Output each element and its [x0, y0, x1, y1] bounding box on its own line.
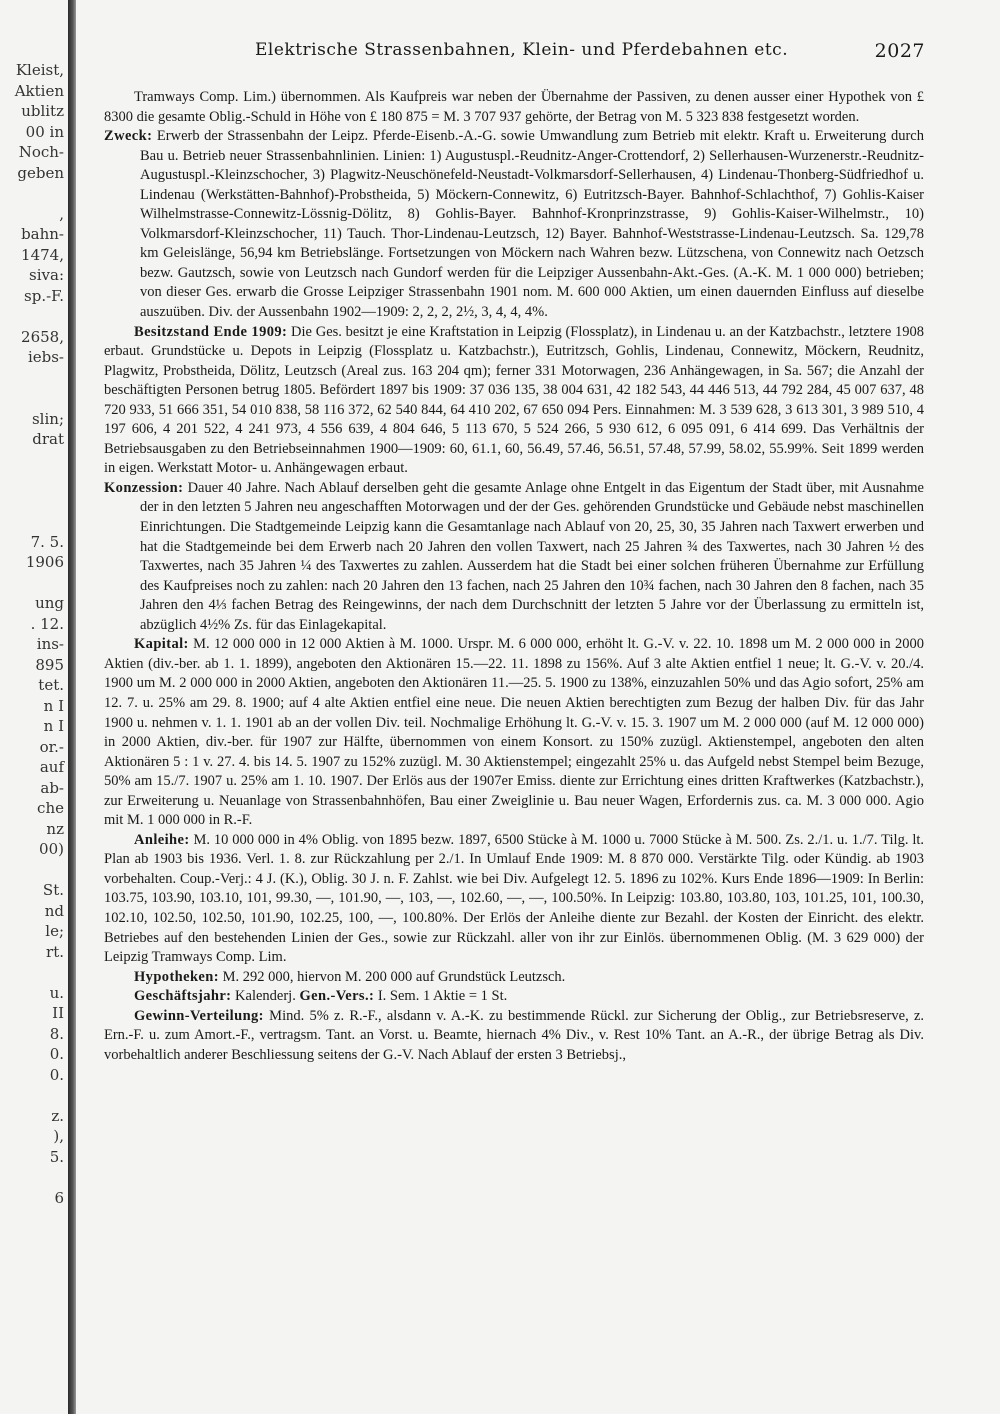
margin-fragment: che [37, 799, 64, 817]
section-gewinn-verteilung: Gewinn-Verteilung: Mind. 5% z. R.-F., alsdann v. A.-K. zu bestimmende Rückl. zur Sicherung der Oblig., zur Betriebsreserve, z. Ern.-F. u. zum Amort.-F., vertragsm. Tant. an Vorst. u. Beamte, hiernach 4% Div., v. Rest 10% Tant. an A.-R., der übrige Betrag als Div. vorbehaltlich anderer Beschliessung seitens der G.-V. Nach Ablauf der ersten 3 Betriebsj., [104, 1007, 925, 1063]
margin-fragment: ung [35, 594, 64, 612]
section-label: Konzession: [104, 479, 184, 496]
margin-fragment: bahn- [21, 225, 64, 243]
section-label: Besitzstand Ende 1909: [134, 323, 288, 340]
margin-fragment [0, 511, 66, 532]
section-anleihe: Anleihe: M. 10 000 000 in 4% Oblig. von 1895 bezw. 1897, 6500 Stücke à M. 1000 u. 7000 Stücke à M. 500. Zs. 2./1. u. 1./7. Tilg. lt. Plan ab 1903 bis 1936. Verl. 1. 8. zur Rückzahlung per 2./1. In Umlauf Ende 1909: M. 8 870 000. Verstärkte Tilg. oder Kündig. ab 1903 vorbehalten. Coup.-Verj.: 4 J. (K.), Oblig. 30 J. n. F. Zahlst. wie bei Div. Aufgelegt 12. 5. 1896 zu 102%. Kurs Ende 1896—1909: In Berlin: 103.75, 103.90, 103.10, 101, 99.30, —, 101.90, —, 103, —, 102.60, —, —, 100.50%. In Leipzig: 103.80, 103.80, 103, 101.25, 101, 100.30, 102.10, 102.50, 102.50, 101.90, 102.25, 100, —, 100.80%. Der Erlös der Anleihe diente zur Bezahl. der Kosten der Einricht. des elektr. Betriebes auf den bestehenden Linien der Ges., sowie zur Rückzahl. aller von ihr zur Einlös. übernommenen Oblig. (M. 3 629 000) der Leipzig Tramways Comp. Lim. [104, 831, 925, 966]
margin-fragment: 1474, [21, 245, 64, 264]
margin-fragment: or.- [39, 737, 64, 756]
margin-fragment: Kleist, [15, 61, 64, 79]
margin-fragment: le; [45, 922, 64, 940]
margin-fragment: Noch- [18, 143, 64, 161]
margin-fragment: II [52, 1004, 64, 1022]
section-label: Anleihe: [134, 831, 190, 848]
margin-fragment: 00) [39, 840, 64, 858]
section-geschaeftsjahr: Geschäftsjahr: Kalenderj. Gen.-Vers.: I. Sem. 1 Aktie = 1 St. [134, 988, 508, 1005]
section-zweck: Zweck: Erwerb der Strassenbahn der Leipz. Pferde-Eisenb.-A.-G. sowie Umwandlung zum Betrieb mit elektr. Kraft u. Erweiterung durch Bau u. Betrieb neuer Strassenbahnlinien. Linien: 1) Augustuspl.-Reudnitz-Anger-Crottendorf, 2) Sellerhausen-Wurzenerstr.-Reudnitz-Augustuspl.-Kleinzschocher, 3) Plagwitz-Neuschönefeld-Neustadt-Volkmarsdorf-Sellerhausen, 4) Lindenau-Thonberg-Südfriedhof u. Lindenau (Werkstätten-Bahnhof)-Probstheida, 5) Möckern-Connewitz, 6) Eutritzsch-Bayer. Bahnhof-Schlachthof, 7) Gohlis-Kaiser Wilhelmstrasse-Connewitz-Lössnig-Dölitz, 8) Gohlis-Bayer. Bahnhof-Kronprinzstrasse, 9) Gohlis-Kaiser-Wilhelmstr., 10) Volkmarsdorf-Kleinzschocher, 11) Tauch. Thor-Lindenau-Leutzsch, 12) Bayer. Bahnhof-Weststrasse-Lindenau-Leutzsch. Sa. 129,78 km Geleislänge, 56,94 km Betriebslänge. Fortsetzungen von Möckern nach Wahren bezw. Lützschena, von Connewitz nach Oetzsch bezw. Gautzsch, sowie von Leutzsch nach Gundorf werden für die Leipziger Aussenbahn-Akt.-Ges. (A.-K. M. 1 000 000) betrieben; von dieser Ges. erwarb die Grosse Leipziger Strassenbahn 1901 nom. M. 600 000 Aktien, um einen dauernden Einfluss auf dieselbe auszuüben. Div. der Aussenbahn 1902—1909: 2, 2, 2, 2½, 3, 4, 4, 4%. [104, 128, 924, 321]
margin-fragment: z. [51, 1106, 64, 1125]
margin-fragment [0, 183, 66, 204]
margin-fragment: 6 [54, 1188, 64, 1207]
margin-fragment: nd [44, 901, 64, 920]
margin-fragment: 5. [49, 1147, 64, 1166]
section-label: Kapital: [134, 636, 189, 653]
margin-fragment: iebs- [27, 348, 64, 366]
section-kapital: Kapital: M. 12 000 000 in 12 000 Aktien à M. 1000. Urspr. M. 6 000 000, erhöht lt. G.-V. v. 22. 10. 1898 um M. 2 000 000 in 2000 Aktien (div.-ber. ab 1. 1. 1899), angeboten den Aktionären 15.—22. 11. 1898 zu 156%. Auf 3 alte Aktien entfiel 1 neue; lt. G.-V. v. 20./4. 1900 um M. 2 000 000 in 2000 Aktien, angeboten den Aktionären 11.—25. 5. 1900 zu 138%, einzuzahlen 50% und das Agio sofort, 25% am 12. 7. u. 25% am 29. 8. 1900; auf 4 alte Aktien entfiel eine neue. Die neuen Aktien berechtigten zum Bezug der halben Div. für das Jahr 1900 u. nehmen v. 1. 1. 1901 ab an der vollen Div. teil. Nochmalige Erhöhung lt. G.-V. v. 15. 3. 1907 um M. 2 000 000 (auf M. 12 000 000) in 2000 Aktien, div.-ber. für 1907 zur Hälfte, übernommen von einem Konsort. zu 150% zuzügl. Aktienstempel, angeboten den alten Aktionären 5 : 1 v. 27. 4. bis 14. 5. 1907 zu 152% zuzügl. M. 30 Aktienstempel; eingezahlt 25% u. das Aufgeld nebst Stempel beim Bezuge, 50% am 15./7. 1907 u. 25% am 1. 10. 1907. Der Erlös aus der 1907er Emiss. diente zur Errichtung eines dritten Kraftwerkes (Katzbachstr.), zur Erweiterung u. Neuanlage von Strassenbahnhöfen, Bau einer Zweiglinie u. Bau neuer Wagen, Erfordernis zus. ca. M. 3 000 000. Agio mit M. 1 000 000 in R.-F. [104, 636, 924, 829]
margin-fragment: ins- [36, 635, 64, 653]
margin-fragment [0, 368, 66, 389]
margin-fragment [0, 1167, 66, 1188]
running-title: Elektrische Strassenbahnen, Klein- und Pferdebahnen etc. [255, 40, 789, 60]
margin-fragment: 0. [49, 1065, 64, 1084]
margin-fragment: u. [49, 983, 64, 1002]
margin-fragment: Aktien [14, 81, 64, 100]
page-body [104, 88, 924, 1065]
margin-fragment: nz [46, 819, 64, 838]
intro-paragraph: Tramways Comp. Lim.) übernommen. Als Kaufpreis war neben der Übernahme der Passiven, zu denen ausser einer Hypothek von £ 8300 die gesamte Oblig.-Schuld in Höhe von £ 180 875 = M. 3 707 937 gehörte, der Betrag von M. 5 323 838 festgesetzt worden. [104, 89, 924, 125]
margin-fragment: ublitz [21, 102, 64, 120]
margin-fragment: 00 in [25, 122, 64, 141]
margin-fragment: sp.-F. [24, 286, 64, 305]
margin-fragment: ab- [40, 778, 64, 797]
section-label: Zweck: [104, 128, 153, 145]
margin-fragment: n I [43, 717, 64, 735]
margin-fragment: 895 [35, 655, 64, 674]
margin-fragment: drat [32, 430, 64, 448]
section-label: Geschäftsjahr: [134, 988, 232, 1005]
margin-fragment: 7. 5. [30, 532, 64, 551]
margin-fragment: ), [53, 1127, 64, 1145]
margin-fragment [0, 860, 66, 881]
margin-fragment: tet. [38, 676, 64, 694]
margin-fragment: St. [42, 881, 64, 899]
section-besitzstand: Besitzstand Ende 1909: Die Ges. besitzt je eine Kraftstation in Leipzig (Flossplatz), in Lindenau u. an der Katzbachstr., letztere 1908 erbaut. Grundstücke u. Depots in Leipzig (Flossplatz u. Katzbachstr.), Eutritzsch, Gohlis, Lindenau, Connewitz, Möckern, Reudnitz, Plagwitz, Probstheida, Dölitz, Leutzsch (Areal zus. 163 204 qm); ferner 331 Motorwagen, 236 Anhängewagen, in Sa. 567; die Anzahl der beschäftigten Personen betrug 1805. Befördert 1897 bis 1909: 37 036 135, 38 004 631, 42 182 543, 44 446 513, 44 792 284, 45 007 637, 48 720 933, 51 666 351, 54 010 838, 58 116 372, 62 540 844, 64 410 202, 67 650 094 Pers. Einnahmen: M. 3 539 628, 3 613 301, 3 989 510, 4 197 606, 4 201 522, 4 241 973, 4 556 639, 4 804 646, 5 113 670, 5 524 266, 5 930 612, 6 095 091, 6 414 699. Das Verhältnis der Betriebsausgaben zu den Betriebseinnahmen 1900—1909: 60, 61.1, 60, 56.49, 57.46, 56.51, 57.48, 57.99, 58.02, 55.99%. Seit 1899 werden in eigen. Werkstatt Motor- u. Anhängewagen erbaut. [104, 323, 925, 477]
margin-fragment [0, 491, 66, 512]
margin-fragment: 0. [49, 1045, 64, 1063]
margin-fragment: 1906 [25, 553, 64, 571]
section-label: Gewinn-Verteilung: [134, 1007, 264, 1024]
margin-fragment: auf [39, 758, 64, 776]
margin-fragment: 8. [49, 1024, 64, 1043]
margin-fragment [0, 388, 66, 409]
margin-fragment: 2658, [21, 327, 64, 346]
margin-fragment [0, 306, 66, 327]
margin-fragment [0, 573, 66, 594]
section-label: Gen.-Vers.: [299, 988, 375, 1005]
book-binding-edge [68, 0, 76, 1414]
margin-fragment [0, 1085, 66, 1106]
section-label: Hypotheken: [134, 968, 219, 985]
margin-fragment: geben [17, 163, 64, 182]
margin-fragment: slin; [31, 409, 64, 428]
section-hypotheken: Hypotheken: M. 292 000, hiervon M. 200 000 auf Grundstück Leutzsch. [134, 968, 566, 985]
margin-fragment: . 12. [30, 614, 64, 633]
margin-fragment [0, 962, 66, 983]
margin-fragment [0, 470, 66, 491]
margin-fragment: siva: [29, 266, 64, 284]
margin-fragment: n I [43, 696, 64, 715]
adjacent-page-fragments [0, 60, 66, 1208]
section-konzession: Konzession: Dauer 40 Jahre. Nach Ablauf derselben geht die gesamte Anlage ohne Entgelt in das Eigentum der Stadt über, mit Ausnahme der in den letzten 5 Jahren neu angeschafften Motorwagen und der der Ges. gehörenden Grundstücke und Gebäude nebst maschinellen Einrichtungen. Die Stadtgemeinde Leipzig kann die Gesamtanlage nach Ablauf von 20, 25, 30, 35 Jahren nach Taxwert erwerben und hat die Stadtgemeinde bei dem Erwerb nach 20 Jahren den vollen Taxwert, nach 25 Jahren ¾ des Taxwertes, nach 30 Jahren ½ des Taxwertes, nach 35 Jahren ¼ des Taxwertes zu zahlen. Ausserdem hat die Stadt bei einer solchen früheren Übernahme zur Erfüllung des Kaufpreises noch zu zahlen: nach 20 Jahren den 13 fachen, nach 25 Jahren den 10¾ fachen, nach 30 Jahren den 8 fachen, nach 35 Jahren den 4⅓ fachen Betrag des Reingewinns, der nach dem Durchschnitt der letzten 5 Jahre vor der Überlassung zu ermitteln ist, abzüglich 4½% Zs. für das Einlagekapital. [104, 479, 924, 633]
margin-fragment [0, 450, 66, 471]
margin-fragment: rt. [46, 942, 64, 961]
page-number: 2027 [874, 40, 925, 62]
margin-fragment: , [59, 204, 64, 223]
